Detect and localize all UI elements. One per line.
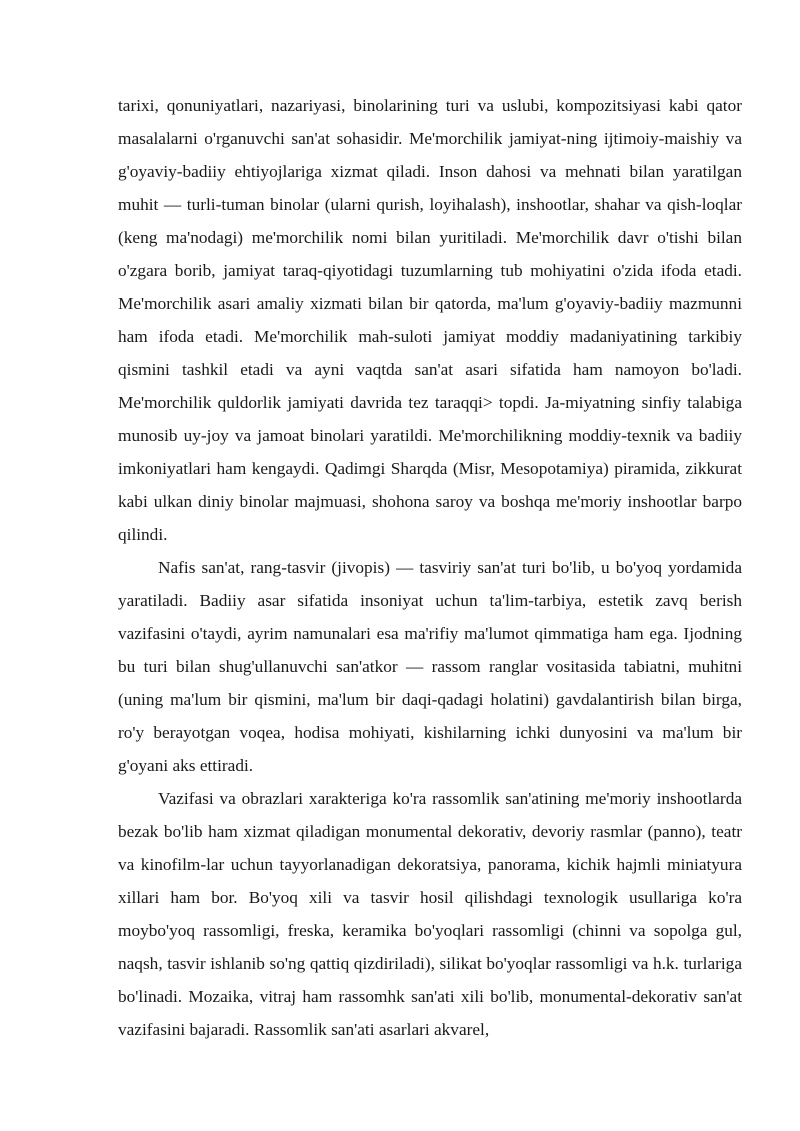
paragraph-architecture: tarixi, qonuniyatlari, nazariyasi, binolarining turi va uslubi, kompozitsiyasi kabi qator masalalarni o'rganuvchi san'at sohasidir. Me'morchilik jamiyat-ning ijtimoiy-maishiy va g'oyaviy-badiiy ehtiyojlariga xizmat qiladi. Inson dahosi va mehnati bilan yaratilgan muhit — turli-tuman binolar (ularni qurish, loyihalash), inshootlar, shahar va qish-loqlar (keng ma'nodagi) me'morchilik nomi bilan yuritiladi. Me'morchilik davr o'tishi bilan o'zgara borib, jamiyat taraq-qiyotidagi tuzumlarning tub mohiyatini o'zida ifoda etadi. Me'morchilik asari amaliy xizmati bilan bir qatorda, ma'lum g'oyaviy-badiiy mazmunni ham ifoda etadi. Me'morchilik mah-suloti jamiyat moddiy madaniyatining tarkibiy qismini tashkil etadi va ayni vaqtda san'at asari sifatida ham namoyon bo'ladi. Me'morchilik quldorlik jamiyati davrida tez taraqqi> topdi. Ja-miyatning sinfiy talabiga munosib uy-joy va jamoat binolari yaratildi. Me'morchilikning moddiy-texnik va badiiy imkoniyatlari ham kengaydi. Qadimgi Sharqda (Misr, Mesopotamiya) piramida, zikkurat kabi ulkan diniy binolar majmuasi, shohona saroy va boshqa me'moriy inshootlar barpo qilindi.: [118, 96, 742, 544]
paragraph-painting: Nafis san'at, rang-tasvir (jivopis) — tasviriy san'at turi bo'lib, u bo'yoq yordamida yaratiladi. Badiiy asar sifatida insoniyat uchun ta'lim-tarbiya, estetik zavq berish vazifasini o'taydi, ayrim namunalari esa ma'rifiy ma'lumot qimmatiga ham ega. Ijodning bu turi bilan shug'ullanuvchi san'atkor — rassom ranglar vositasida tabiatni, muhitni (uning ma'lum bir qismini, ma'lum bir daqi-qadagi holatini) gavdalantirish bilan birga, ro'y berayotgan voqea, hodisa mohiyati, kishilarning ichki dunyosini va ma'lum bir g'oyani aks ettiradi.: [118, 558, 742, 775]
paragraph-painting-types: Vazifasi va obrazlari xarakteriga ko'ra rassomlik san'atining me'moriy inshootlarda bezak bo'lib ham xizmat qiladigan monumental dekorativ, devoriy rasmlar (panno), teatr va kinofilm-lar uchun tayyorlanadigan dekoratsiya, panorama, kichik hajmli miniatyura xillari ham bor. Bo'yoq xili va tasvir hosil qilishdagi texnologik usullariga ko'ra moybo'yoq rassomligi, freska, keramika bo'yoqlari rassomligi (chinni va sopolga gul, naqsh, tasvir ishlanib so'ng qattiq qizdiriladi), silikat bo'yoqlar rassomligi va h.k. turlariga bo'linadi. Mozaika, vitraj ham rassomhk san'ati xili bo'lib, monumental-dekorativ san'at vazifasini bajaradi. Rassomlik san'ati asarlari akvarel,: [118, 789, 742, 1039]
body-text: [118, 89, 742, 1046]
